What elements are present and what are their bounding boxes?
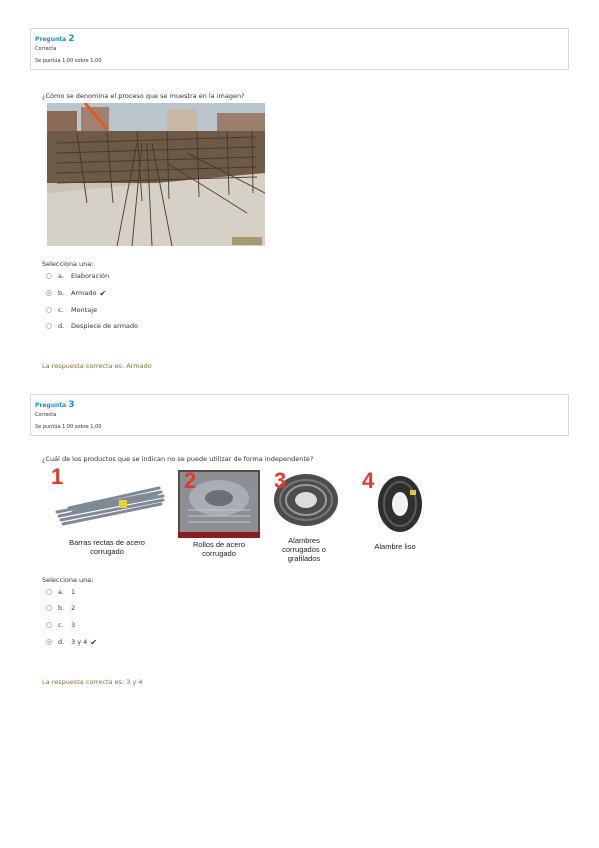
question-label: Pregunta [35,402,67,409]
checkmark-icon: ✔ [99,288,107,298]
option-text: Montaje [71,306,98,314]
answer-option-b[interactable] [46,288,106,298]
rebar-photo-drawing [47,103,265,246]
caption-line: grafilados [287,554,321,563]
caption-line: Rollos de acero [192,540,246,549]
question-grade: Se puntúa 1,00 sobre 1,00 [35,424,102,430]
question-number-value: 3 [68,400,75,410]
caption-line: corrugado [90,547,124,556]
radio-icon[interactable] [46,290,52,296]
option-text: 1 [71,588,76,596]
product-4 [360,468,430,558]
option-letter: b. [58,604,65,612]
caption-line: Barras rectas de acero [69,538,145,547]
product-number: 1 [51,464,64,489]
product-caption [360,542,430,551]
wire-coil-image [370,472,430,536]
question-state: Correcta [35,412,57,418]
question-text: ¿Cuál de los productos que se indican no se puede utilizar de forma independente? [42,455,314,463]
select-prompt: Selecciona una: [42,260,94,268]
option-text: 2 [71,604,76,612]
question-number [35,400,75,410]
product-number: 3 [274,468,287,493]
option-text: Armado [71,289,97,297]
product-2 [178,468,263,563]
rebar-bundle-image [49,472,167,530]
option-letter: c. [58,621,64,629]
option-letter: a. [58,588,65,596]
question-label: Pregunta [35,36,67,43]
radio-icon[interactable] [46,589,52,595]
checkmark-icon: ✔ [90,637,97,647]
option-letter: b. [58,289,65,297]
answer-option-a[interactable] [46,271,109,281]
caption-line: corrugados o [282,545,326,554]
product-1 [47,464,165,563]
option-letter: c. [58,306,64,314]
correct-answer-feedback: La respuesta correcta es: 3 y 4 [42,678,143,686]
option-letter: d. [58,638,65,646]
option-text: 3 [71,621,76,629]
caption-line: corrugado [202,549,236,558]
option-text: Elaboración [71,272,110,280]
question-number-value: 2 [68,34,75,44]
product-3 [270,468,342,568]
question-2-info [30,28,569,70]
product-number: 2 [184,468,197,493]
radio-icon[interactable] [46,605,52,611]
question-3-info [30,394,569,436]
radio-icon[interactable] [46,307,52,313]
correct-answer-feedback: La respuesta correcta es: Armado [42,362,152,370]
answer-option-c[interactable] [46,620,75,630]
caption-line: Alambre liso [374,542,416,551]
answer-option-d[interactable] [46,637,97,647]
question-number [35,34,75,44]
radio-icon[interactable] [46,323,52,329]
question-text: ¿Cómo se denomina el proceso que se muestra en la imagen? [42,92,245,100]
option-letter: a. [58,272,65,280]
question-grade: Se puntúa 1,00 sobre 1,00 [35,58,102,64]
radio-icon[interactable] [46,273,52,279]
answer-option-a[interactable] [46,587,75,597]
radio-icon[interactable] [46,622,52,628]
select-prompt: Selecciona una: [42,576,94,584]
product-caption [47,538,167,556]
option-text: Despiece de armado [71,322,139,330]
answer-option-b[interactable] [46,603,75,613]
option-letter: d. [58,322,65,330]
product-caption [266,536,342,563]
product-number: 4 [362,468,375,493]
answer-option-c[interactable] [46,305,97,315]
question-state: Correcta [35,46,57,52]
rebar-construction-photo [47,103,265,246]
answer-option-d[interactable] [46,321,138,331]
product-caption [173,540,265,558]
caption-line: Alambres [288,536,320,545]
radio-icon[interactable] [46,639,52,645]
option-text: 3 y 4 [71,638,88,646]
